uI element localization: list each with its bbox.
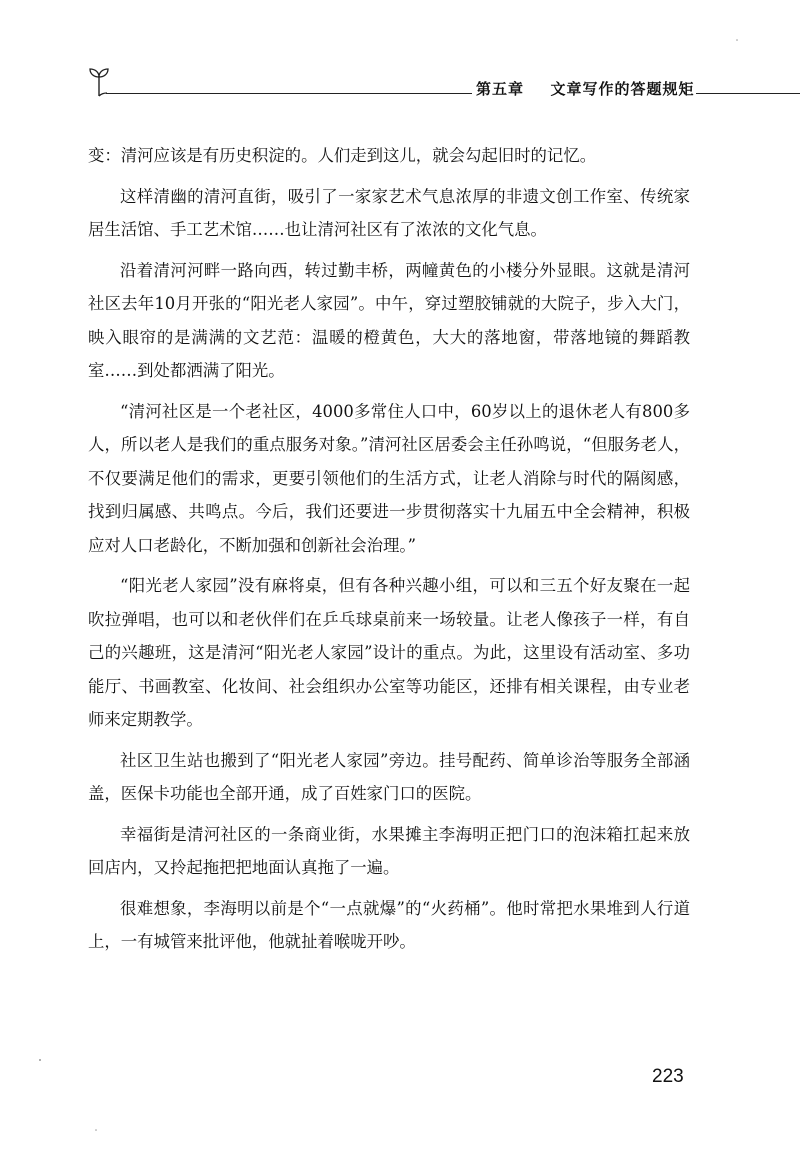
paragraph: 变：清河应该是有历史积淀的。人们走到这儿，就会勾起旧时的记忆。: [88, 146, 597, 165]
scan-speck: [95, 1129, 97, 1131]
paragraph: “清河社区是一个老社区，4000多常住人口中，60岁以上的退休老人有800多人，所以老人是我们的重点服务对象。”清河社区居委会主任孙鸣说，“但服务老人，不仅要满足他们的需求，更要引领他们的生活方式，让老人消除与时代的隔阂感，找到归属感、共鸣点。今后，我们还要进一步贯彻落实十九届五中全会精神，积极应对人口老龄化，不断加强和创新社会治理。”: [88, 401, 690, 555]
article-body: [88, 139, 690, 966]
paragraph: 很难想象，李海明以前是个“一点就爆”的“火药桶”。他时常把水果堆到人行道上，一有城管来批评他，他就扯着喉咙开吵。: [88, 898, 690, 951]
paragraph: 沿着清河河畔一路向西，转过勤丰桥，两幢黄色的小楼分外显眼。这就是清河社区去年10月开张的“阳光老人家园”。中午，穿过塑胶铺就的大院子，步入大门，映入眼帘的是满满的文艺范：温暖的橙黄色，大大的落地窗，带落地镜的舞蹈教室……到处都洒满了阳光。: [88, 260, 690, 380]
page-number: 223: [652, 1066, 684, 1087]
header-rule-right: [696, 93, 800, 94]
paragraph: 这样清幽的清河直街，吸引了一家家艺术气息浓厚的非遗文创工作室、传统家居生活馆、手工艺术馆……也让清河社区有了浓浓的文化气息。: [88, 186, 690, 239]
chapter-number: 第五章: [476, 80, 525, 98]
running-header: [88, 64, 728, 104]
paragraph: “阳光老人家园”没有麻将桌，但有各种兴趣小组，可以和三五个好友聚在一起吹拉弹唱，也可以和老伙伴们在乒乓球桌前来一场较量。让老人像孩子一样，有自己的兴趣班，这是清河“阳光老人家园”设计的重点。为此，这里设有活动室、多功能厅、书画教室、化妆间、社会组织办公室等功能区，还排有相关课程，由专业老师来定期教学。: [88, 576, 690, 729]
paragraph: 幸福街是清河社区的一条商业街，水果摊主李海明正把门口的泡沫箱扛起来放回店内，又拎起拖把把地面认真拖了一遍。: [88, 824, 690, 877]
paragraph: 社区卫生站也搬到了“阳光老人家园”旁边。挂号配药、简单诊治等服务全部涵盖，医保卡功能也全部开通，成了百姓家门口的医院。: [88, 750, 690, 803]
chapter-heading: [472, 78, 698, 99]
chapter-title: 文章写作的答题规矩: [550, 80, 695, 98]
scan-speck: [736, 39, 738, 41]
scan-speck: [39, 1059, 41, 1061]
